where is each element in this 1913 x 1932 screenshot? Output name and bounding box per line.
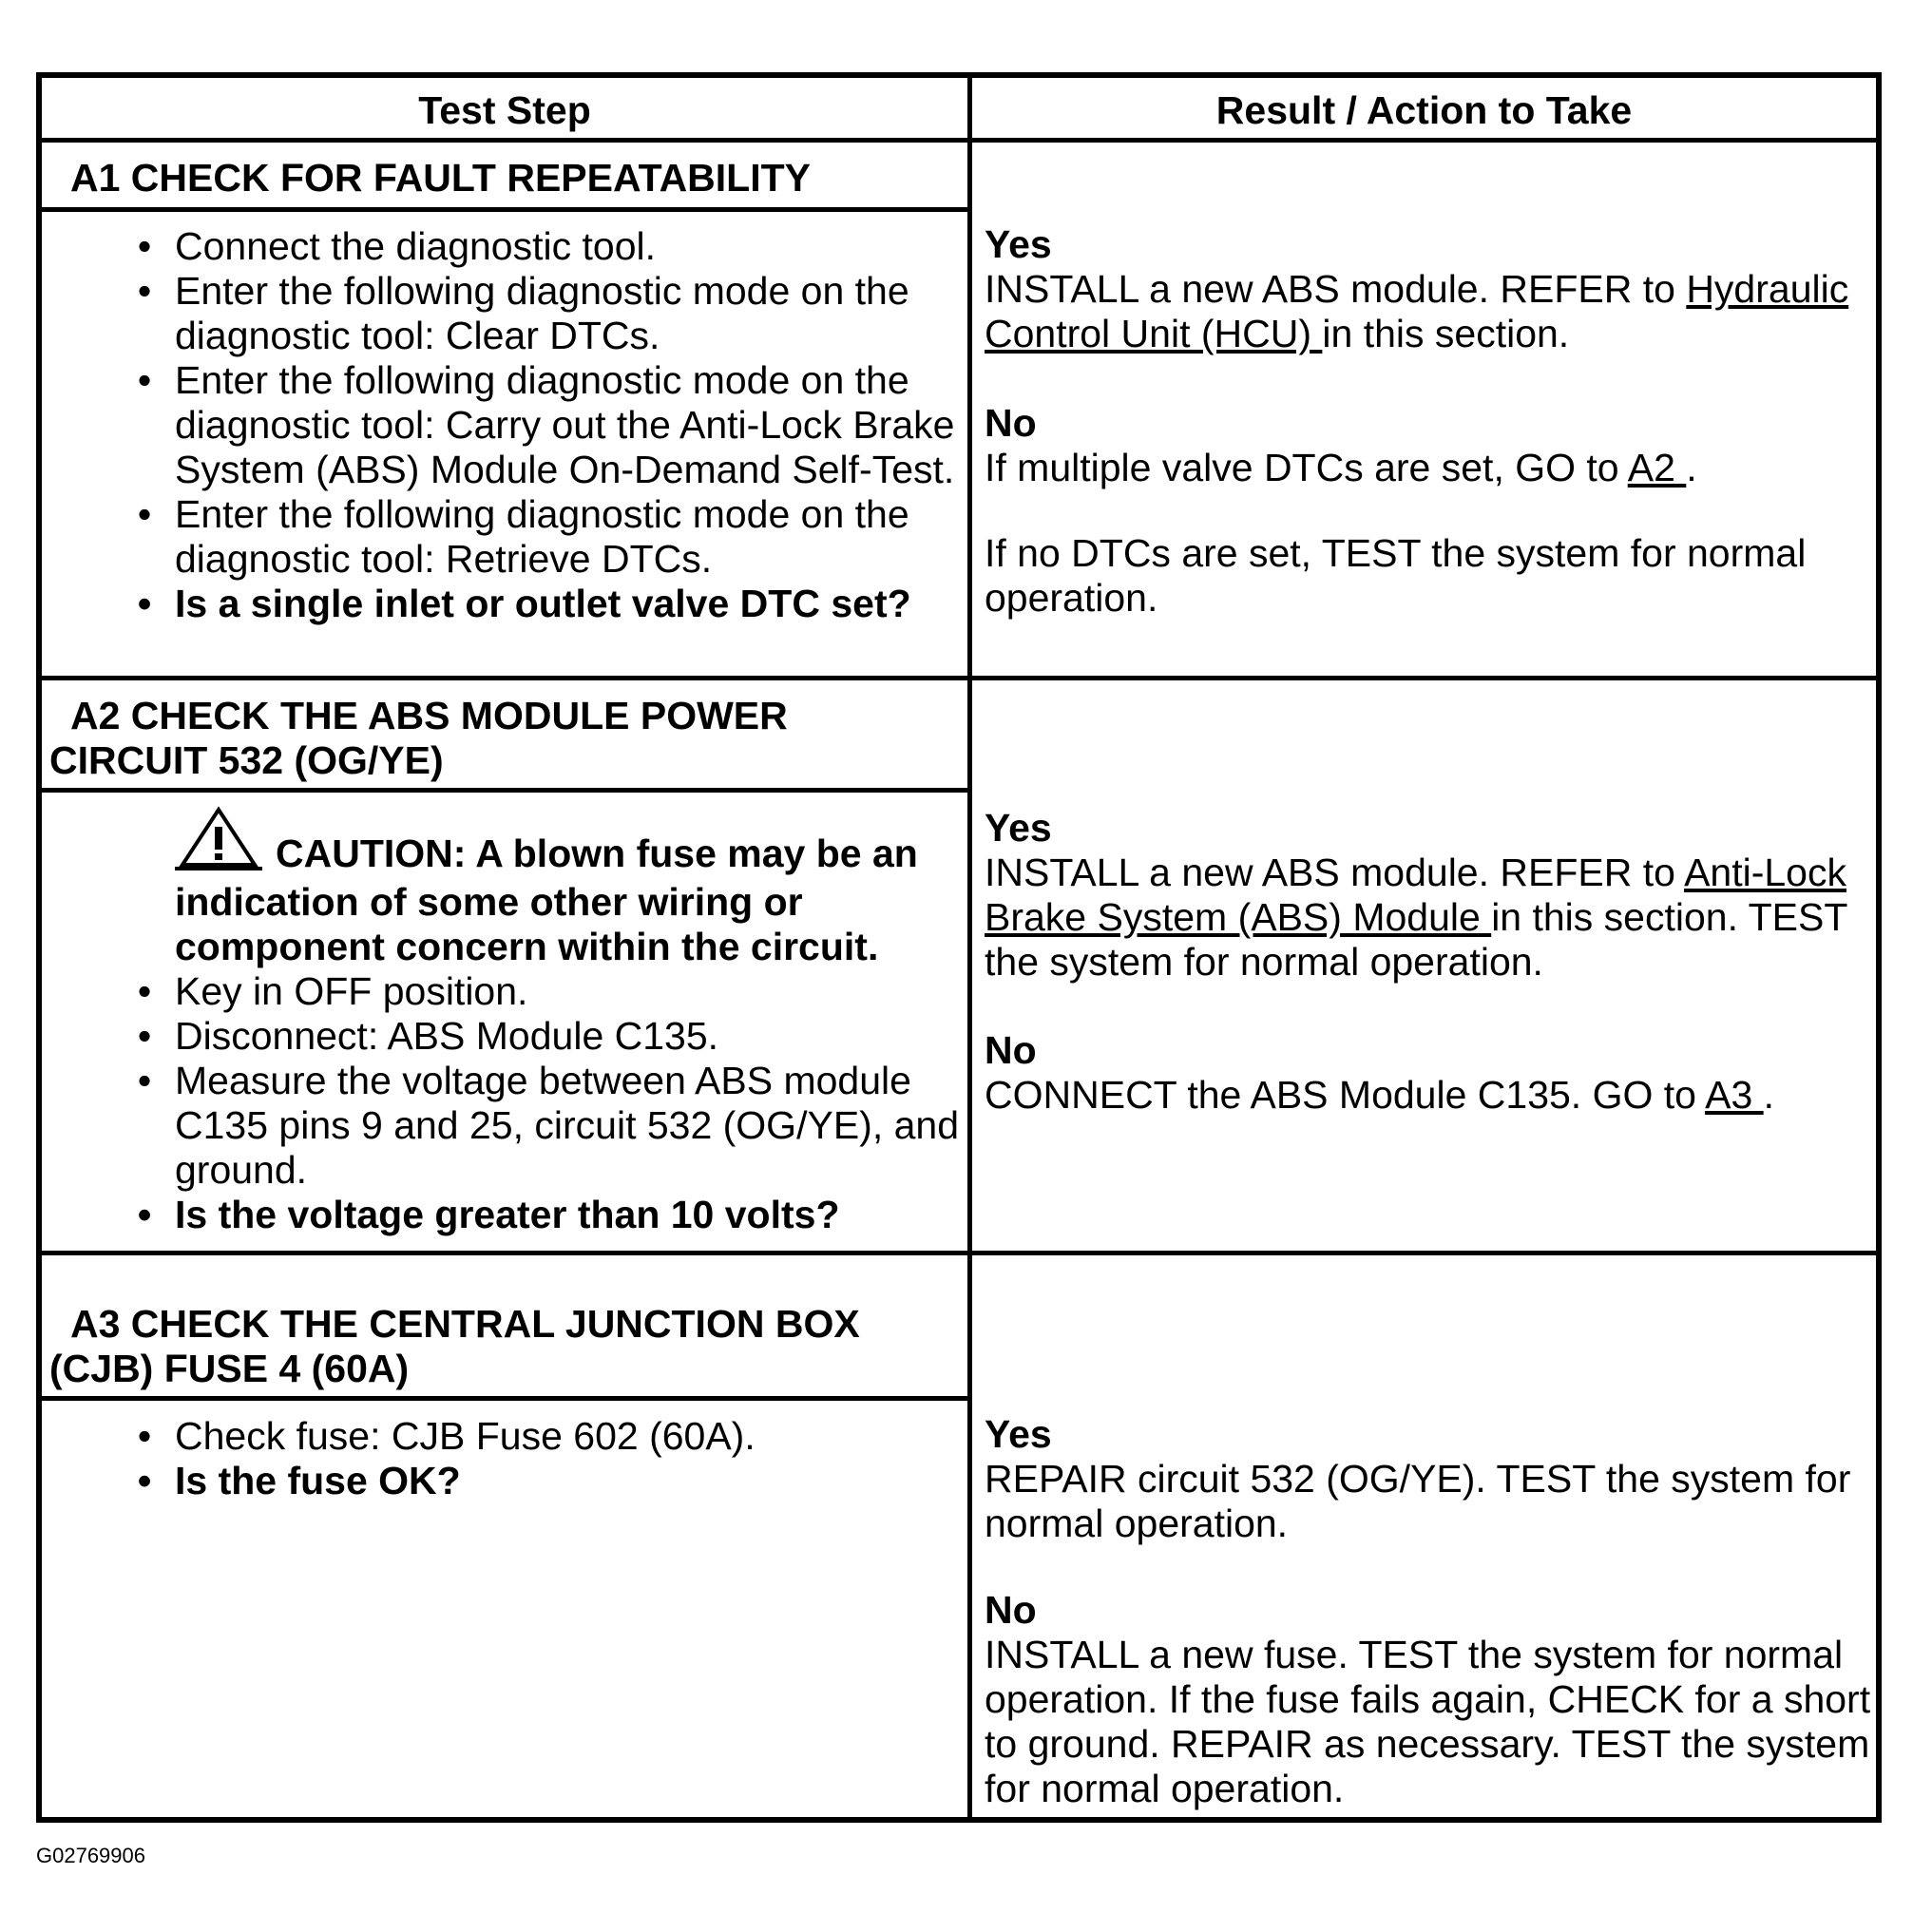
column-divider (967, 72, 972, 1823)
a2-title-divider (36, 788, 972, 793)
a3-steps (42, 1414, 964, 1503)
list-item: • Enter the following diagnostic mode on the diagnostic tool: Clear DTCs. (137, 269, 909, 357)
header-divider (36, 138, 1882, 143)
a2-result (985, 806, 1878, 1118)
list-item: • Connect the diagnostic tool. (137, 224, 656, 268)
list-item: • Is the fuse OK? (137, 1459, 461, 1502)
list-item: • Disconnect: ABS Module C135. (137, 1014, 719, 1058)
a3-yes-action: REPAIR circuit 532 (OG/YE). TEST the system for normal operation. (985, 1457, 1851, 1545)
yes-label: Yes (985, 1412, 1052, 1456)
header-result: Result / Action to Take (1215, 88, 1633, 132)
yes-label: Yes (985, 806, 1052, 850)
a1-title-divider (36, 207, 972, 212)
no-label: No (985, 401, 1037, 445)
hcu-link[interactable]: Hydraulic Control Unit (HCU) (985, 267, 1849, 355)
a1-yes-action: INSTALL a new ABS module. REFER to Hydraulic Control Unit (HCU) in this section. (985, 267, 1849, 355)
a3-no-action: INSTALL a new fuse. TEST the system for normal operation. If the fuse fails again, CHECK for a short to ground. REPAIR as necessary. TEST the system for normal operation. (985, 1633, 1871, 1810)
list-item: • Enter the following diagnostic mode on the diagnostic tool: Carry out the Anti-Lock Brake System (ABS) Module On-Demand Self-Test. (137, 358, 955, 491)
a2-link[interactable]: A2 (1627, 446, 1687, 489)
a3-link[interactable]: A3 (1705, 1073, 1764, 1117)
list-item: • Is the voltage greater than 10 volts? (137, 1193, 840, 1236)
a1-result (985, 222, 1878, 621)
a2-row-divider (36, 1251, 1882, 1255)
no-label: No (985, 1588, 1037, 1632)
a2-no-action: CONNECT the ABS Module C135. GO to A3 . (985, 1073, 1775, 1117)
caution-note: CAUTION: A blown fuse may be an indication of some other wiring or component concern within the circuit. (42, 806, 964, 969)
yes-label: Yes (985, 222, 1052, 266)
a1-no-action-2: If no DTCs are set, TEST the system for normal operation. (985, 531, 1807, 620)
warning-icon (175, 806, 262, 880)
header-test-step: Test Step (418, 88, 591, 132)
list-item: • Check fuse: CJB Fuse 602 (60A). (137, 1414, 756, 1458)
a2-yes-action: INSTALL a new ABS module. REFER to Anti-Lock Brake System (ABS) Module in this section. TEST the system for normal operation. (985, 851, 1847, 984)
a1-title: A1 CHECK FOR FAULT REPEATABILITY (70, 156, 811, 200)
a1-no-action: If multiple valve DTCs are set, GO to A2 . (985, 446, 1697, 489)
no-label: No (985, 1028, 1037, 1072)
a3-result (985, 1412, 1878, 1811)
a2-title: A2 CHECK THE ABS MODULE POWER CIRCUIT 532 (OG/YE) (49, 694, 788, 782)
a3-title-divider (36, 1396, 972, 1401)
a1-row-divider (36, 676, 1882, 680)
list-item: • Is a single inlet or outlet valve DTC set? (137, 582, 911, 625)
list-item: • Measure the voltage between ABS module C135 pins 9 and 25, circuit 532 (OG/YE), and ground. (137, 1059, 960, 1192)
figure-id: G02769906 (36, 1844, 145, 1867)
a1-steps (42, 224, 964, 626)
abs-module-link[interactable]: Anti-Lock Brake System (ABS) Module (985, 851, 1846, 939)
a3-title: A3 CHECK THE CENTRAL JUNCTION BOX (CJB) FUSE 4 (60A) (49, 1302, 860, 1390)
list-item: • Enter the following diagnostic mode on the diagnostic tool: Retrieve DTCs. (137, 492, 909, 581)
list-item: • Key in OFF position. (137, 969, 528, 1013)
a2-steps (42, 806, 964, 1237)
